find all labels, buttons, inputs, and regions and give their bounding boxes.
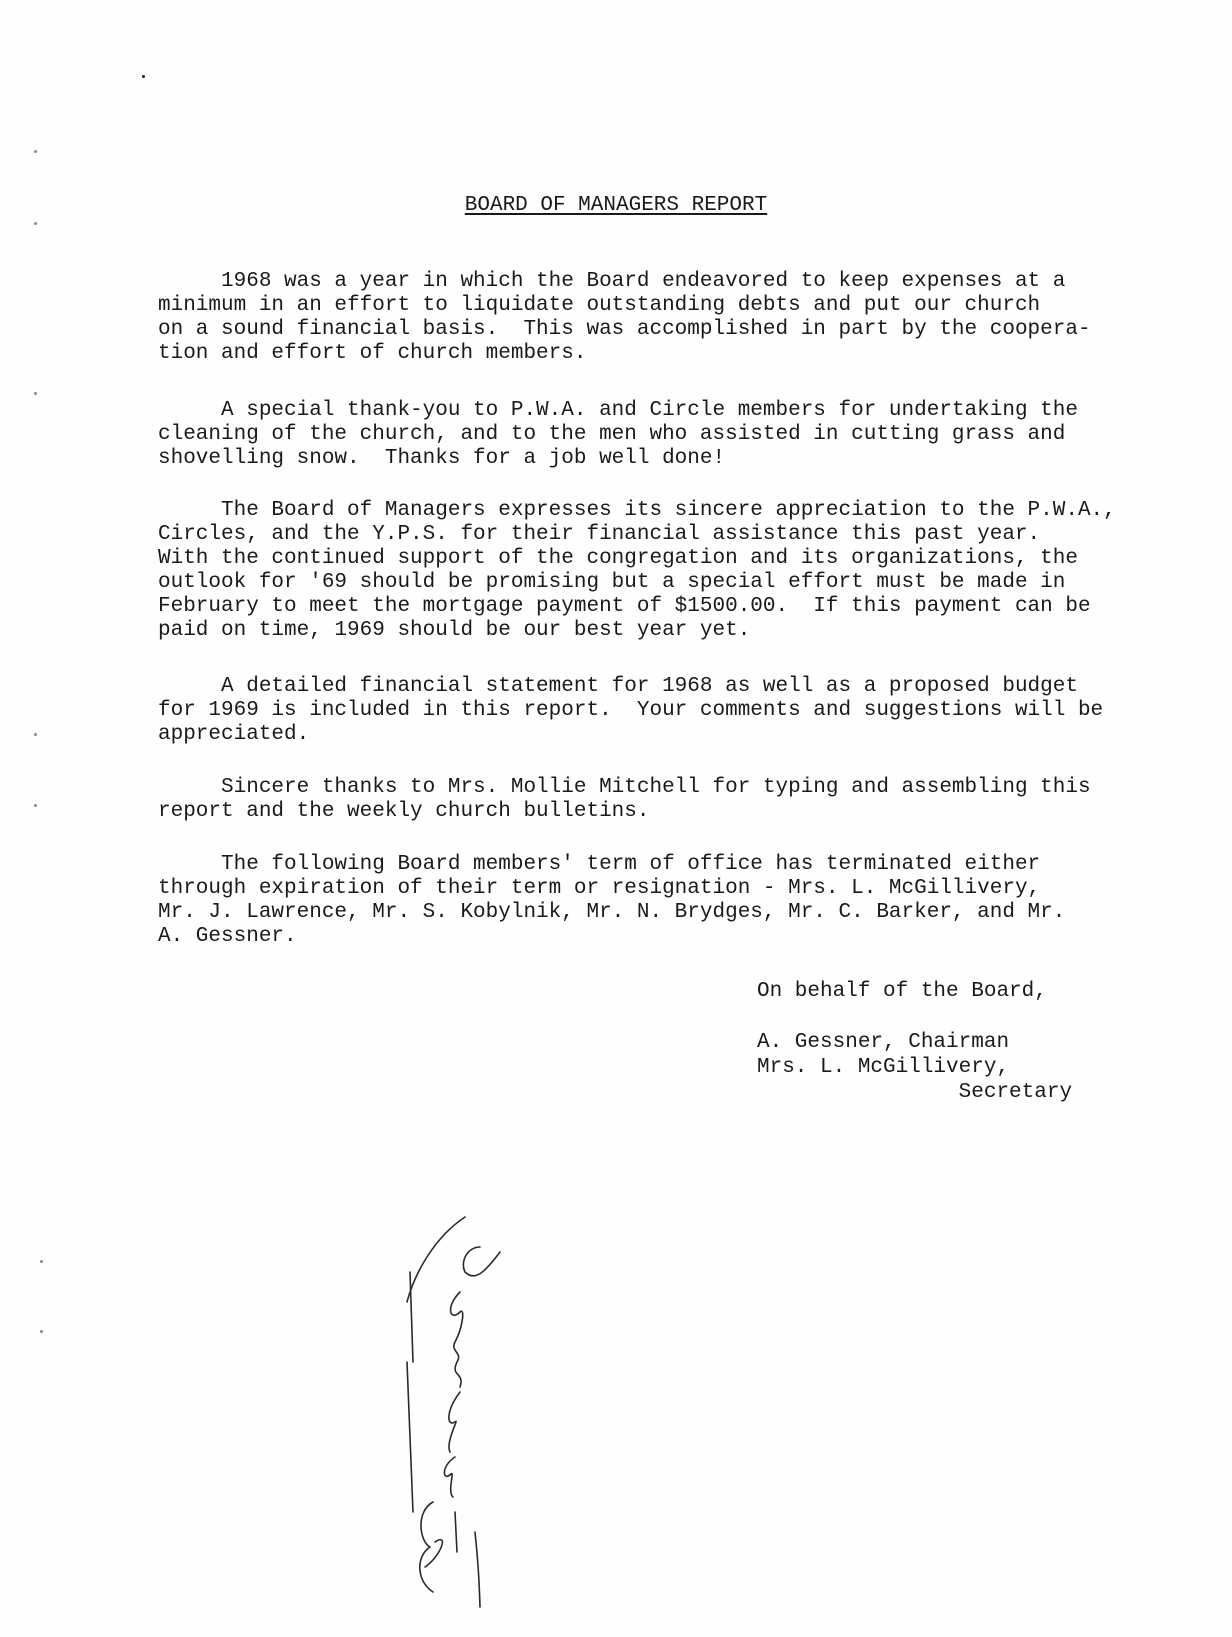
closing-line: On behalf of the Board, bbox=[757, 980, 1047, 1003]
page-speck bbox=[40, 1260, 43, 1263]
page-speck bbox=[34, 150, 37, 153]
page-speck bbox=[142, 75, 145, 78]
paragraph-typing-thanks: Sincere thanks to Mrs. Mollie Mitchell for typing and assembling this report and the weekly church bulletins. bbox=[158, 776, 1091, 823]
paragraph-appreciation: The Board of Managers expresses its sincere appreciation to the P.W.A., Circles, and the Y.P.S. for their financial assistance this past year. With the continued support of the congregation and its organizations, the outlook for '69 should be promising but a special effort must be made in February to meet the mortgage payment of $1500.00. If this payment can be paid on time, 1969 should be our best year yet. bbox=[158, 499, 1116, 642]
paragraph-thank-you: A special thank-you to P.W.A. and Circle members for undertaking the cleaning of the church, and to the men who assisted in cutting grass and shovelling snow. Thanks for a job well done! bbox=[158, 399, 1078, 470]
report-title: BOARD OF MANAGERS REPORT bbox=[464, 194, 768, 217]
page-speck bbox=[34, 392, 37, 395]
page-speck bbox=[40, 1330, 43, 1333]
page-speck bbox=[34, 804, 37, 807]
page-speck bbox=[34, 222, 37, 225]
signatory-block: A. Gessner, Chairman Mrs. L. McGillivery, Secretary bbox=[757, 1031, 1073, 1104]
page-speck bbox=[34, 733, 37, 736]
paragraph-expenses: 1968 was a year in which the Board endeavored to keep expenses at a minimum in an effort to liquidate outstanding debts and put our church on a sound financial basis. This was accomplished in part by the coopera- tion and effort of church members. bbox=[158, 270, 1091, 365]
paragraph-terminated-members: The following Board members' term of office has terminated either through expiration of their term or resignation - Mrs. L. McGillivery, Mr. J. Lawrence, Mr. S. Kobylnik, Mr. N. Brydges, Mr. C. Barker, and Mr. A. Gessner. bbox=[158, 853, 1066, 948]
paragraph-financial-statement: A detailed financial statement for 1968 as well as a proposed budget for 1969 is included in this report. Your comments and suggestions will be appreciated. bbox=[158, 675, 1104, 746]
handwritten-signature bbox=[405, 1212, 515, 1612]
